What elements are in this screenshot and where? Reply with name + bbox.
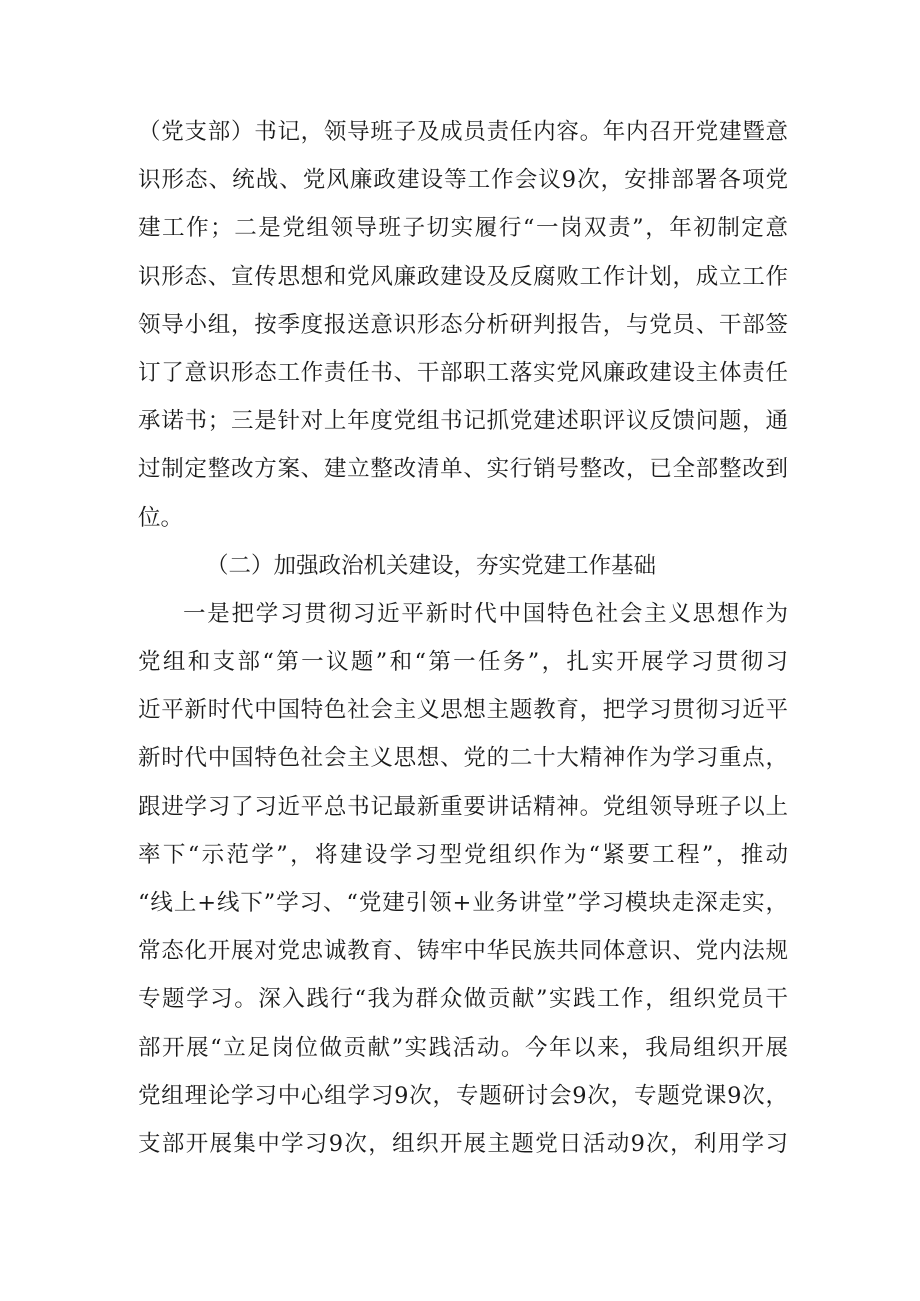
paragraph-line: 专题学习。深入践行“我为群众做贡献”实践工作，组织党员干: [138, 986, 788, 1013]
paragraph-line: 领导小组，按季度报送意识形态分析研判报告，与党员、干部签: [138, 311, 788, 338]
paragraph-line: 跟进学习了习近平总书记最新重要讲话精神。党组领导班子以上: [138, 793, 788, 820]
document-body: [138, 108, 788, 1168]
paragraph-line: 订了意识形态工作责任书、干部职工落实党风廉政建设主体责任: [138, 359, 788, 386]
paragraph-line: 新时代中国特色社会主义思想、党的二十大精神作为学习重点，: [138, 745, 788, 772]
paragraph-line: 建工作；二是党组领导班子切实履行“一岗双责”，年初制定意: [138, 215, 788, 242]
paragraph-line: 过制定整改方案、建立整改清单、实行销号整改，已全部整改到: [138, 456, 788, 483]
paragraph-line: 识形态、宣传思想和党风廉政建设及反腐败工作计划，成立工作: [138, 263, 788, 290]
paragraph-line: 率下“示范学”，将建设学习型党组织作为“紧要工程”，推动: [138, 841, 788, 868]
paragraph-line: 位。: [138, 504, 184, 531]
paragraph-line: 部开展“立足岗位做贡献”实践活动。今年以来，我局组织开展: [138, 1034, 788, 1061]
paragraph-line: （党支部）书记，领导班子及成员责任内容。年内召开党建暨意: [138, 119, 788, 145]
paragraph-line: 党组理论学习中心组学习9次，专题研讨会9次，专题党课9次，: [138, 1082, 788, 1109]
paragraph-line: 识形态、统战、党风廉政建设等工作会议9次，安排部署各项党: [138, 167, 788, 194]
paragraph-line: “线上+线下”学习、“党建引领+业务讲堂”学习模块走深走实，: [138, 890, 788, 916]
section-heading: （二）加强政治机关建设，夯实党建工作基础: [206, 552, 657, 579]
paragraph-line: 党组和支部“第一议题”和“第一任务”，扎实开展学习贯彻习: [138, 649, 788, 676]
paragraph-line: 近平新时代中国特色社会主义思想主题教育，把学习贯彻习近平: [138, 697, 788, 724]
paragraph-line: 支部开展集中学习9次，组织开展主题党日活动9次，利用学习: [138, 1130, 788, 1157]
paragraph-line: 承诺书；三是针对上年度党组书记抓党建述职评议反馈问题，通: [138, 408, 788, 435]
paragraph-line: 一是把学习贯彻习近平新时代中国特色社会主义思想作为: [183, 600, 788, 627]
paragraph-line: 常态化开展对党忠诚教育、铸牢中华民族共同体意识、党内法规: [138, 938, 788, 965]
